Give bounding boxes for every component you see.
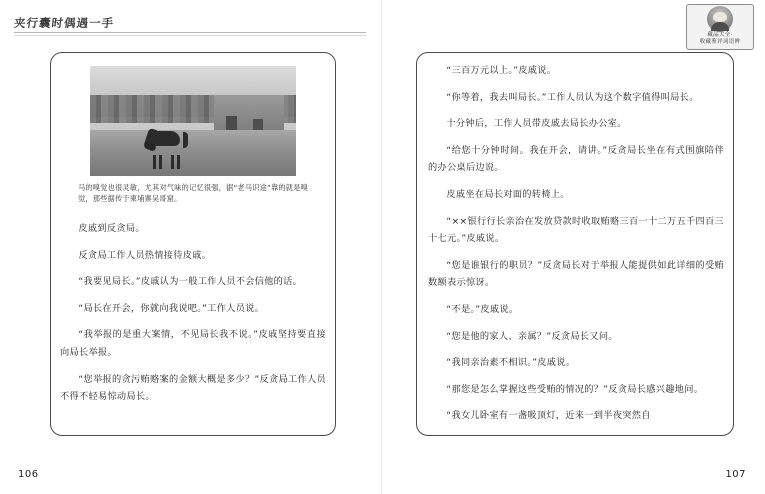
- paragraph: 皮戚坐在局长对面的转椅上。: [446, 188, 570, 200]
- paragraph: “你等着，我去叫局长。”工作人员认为这个数字值得叫局长。: [446, 91, 699, 103]
- paragraph: “您举报的贪污贿赂案的金额大概是多少？”反贪局工作人员不得不轻易惊动局长。: [60, 373, 326, 403]
- left-page: [0, 0, 382, 494]
- paragraph: “我同亲治素不相识。”皮戚说。: [446, 357, 576, 369]
- paragraph: “给您十分钟时间。我在开会，请讲。”反贪局长坐在有式围旗陪伴的办公桌后边说。: [428, 144, 724, 174]
- badge-line-2: 收藏鉴评词语辨: [699, 39, 741, 45]
- paragraph: “××银行行长亲治在发放贷款时收取贿赂三百一十二万五千四百三十七元。”皮戚说。: [428, 215, 724, 245]
- horse-leg: [177, 155, 180, 169]
- right-column-content: [428, 60, 724, 430]
- photo-ground: [90, 130, 296, 176]
- paragraph: “您是他的家人、亲属？”反贪局长又问。: [446, 330, 618, 342]
- paragraph: “不是。”皮戚说。: [446, 303, 519, 315]
- figure-caption: 马的嗅觉也很灵敏，尤其对气味的记忆很强，据“老马识途”靠的就是嗅觉，那些据传于柬埔寨吴哥窟。: [78, 183, 308, 203]
- page-number-right: 107: [725, 469, 746, 480]
- badge-line-1: 藏品大全·: [707, 32, 733, 38]
- right-page: [382, 0, 764, 494]
- horse-leg: [153, 155, 156, 169]
- book-header-title: 夹行囊时偶遇一手: [13, 16, 115, 30]
- paragraph: “我举报的是重大案情，不见局长我不说。”皮戚坚持要直接向局长举报。: [60, 329, 326, 358]
- old-man-avatar-icon: [707, 6, 733, 32]
- horse-leg: [171, 155, 174, 169]
- page-header-left: [14, 14, 134, 32]
- paragraph: “您是谁银行的职员？”反贪局长对于举报人能提供如此详细的受贿数额表示惊讶。: [428, 259, 724, 289]
- photo-horse: [144, 125, 190, 161]
- paragraph: “局长在开会，你就向我说吧。”工作人员说。: [78, 302, 265, 314]
- header-rule: [14, 32, 366, 33]
- page-number-left: 106: [18, 469, 39, 480]
- paragraph: 皮戚到反贪局。: [78, 223, 145, 234]
- paragraph: “我要见局长。”皮戚认为一般工作人员不会信他的话。: [78, 276, 303, 288]
- paragraph: 十分钟后，工作人员带皮戚去局长办公室。: [446, 118, 627, 130]
- left-column-content: [60, 62, 326, 428]
- paragraph: “我女儿卧室有一盏吸顶灯，近来一到半夜突然自: [446, 410, 651, 422]
- paragraph: “那您是怎么掌握这些受贿的情况的？”反贪局长感兴趣地问。: [446, 383, 704, 395]
- publisher-badge: [686, 4, 754, 50]
- horse-tail: [183, 132, 188, 148]
- horse-ruins-photo: [90, 66, 296, 176]
- horse-leg: [159, 155, 162, 169]
- paragraph: “三百万元以上。”皮戚说。: [446, 65, 557, 76]
- header-rule-secondary: [14, 35, 366, 36]
- paragraph: 反贪局工作人员热情接待皮戚。: [78, 249, 212, 261]
